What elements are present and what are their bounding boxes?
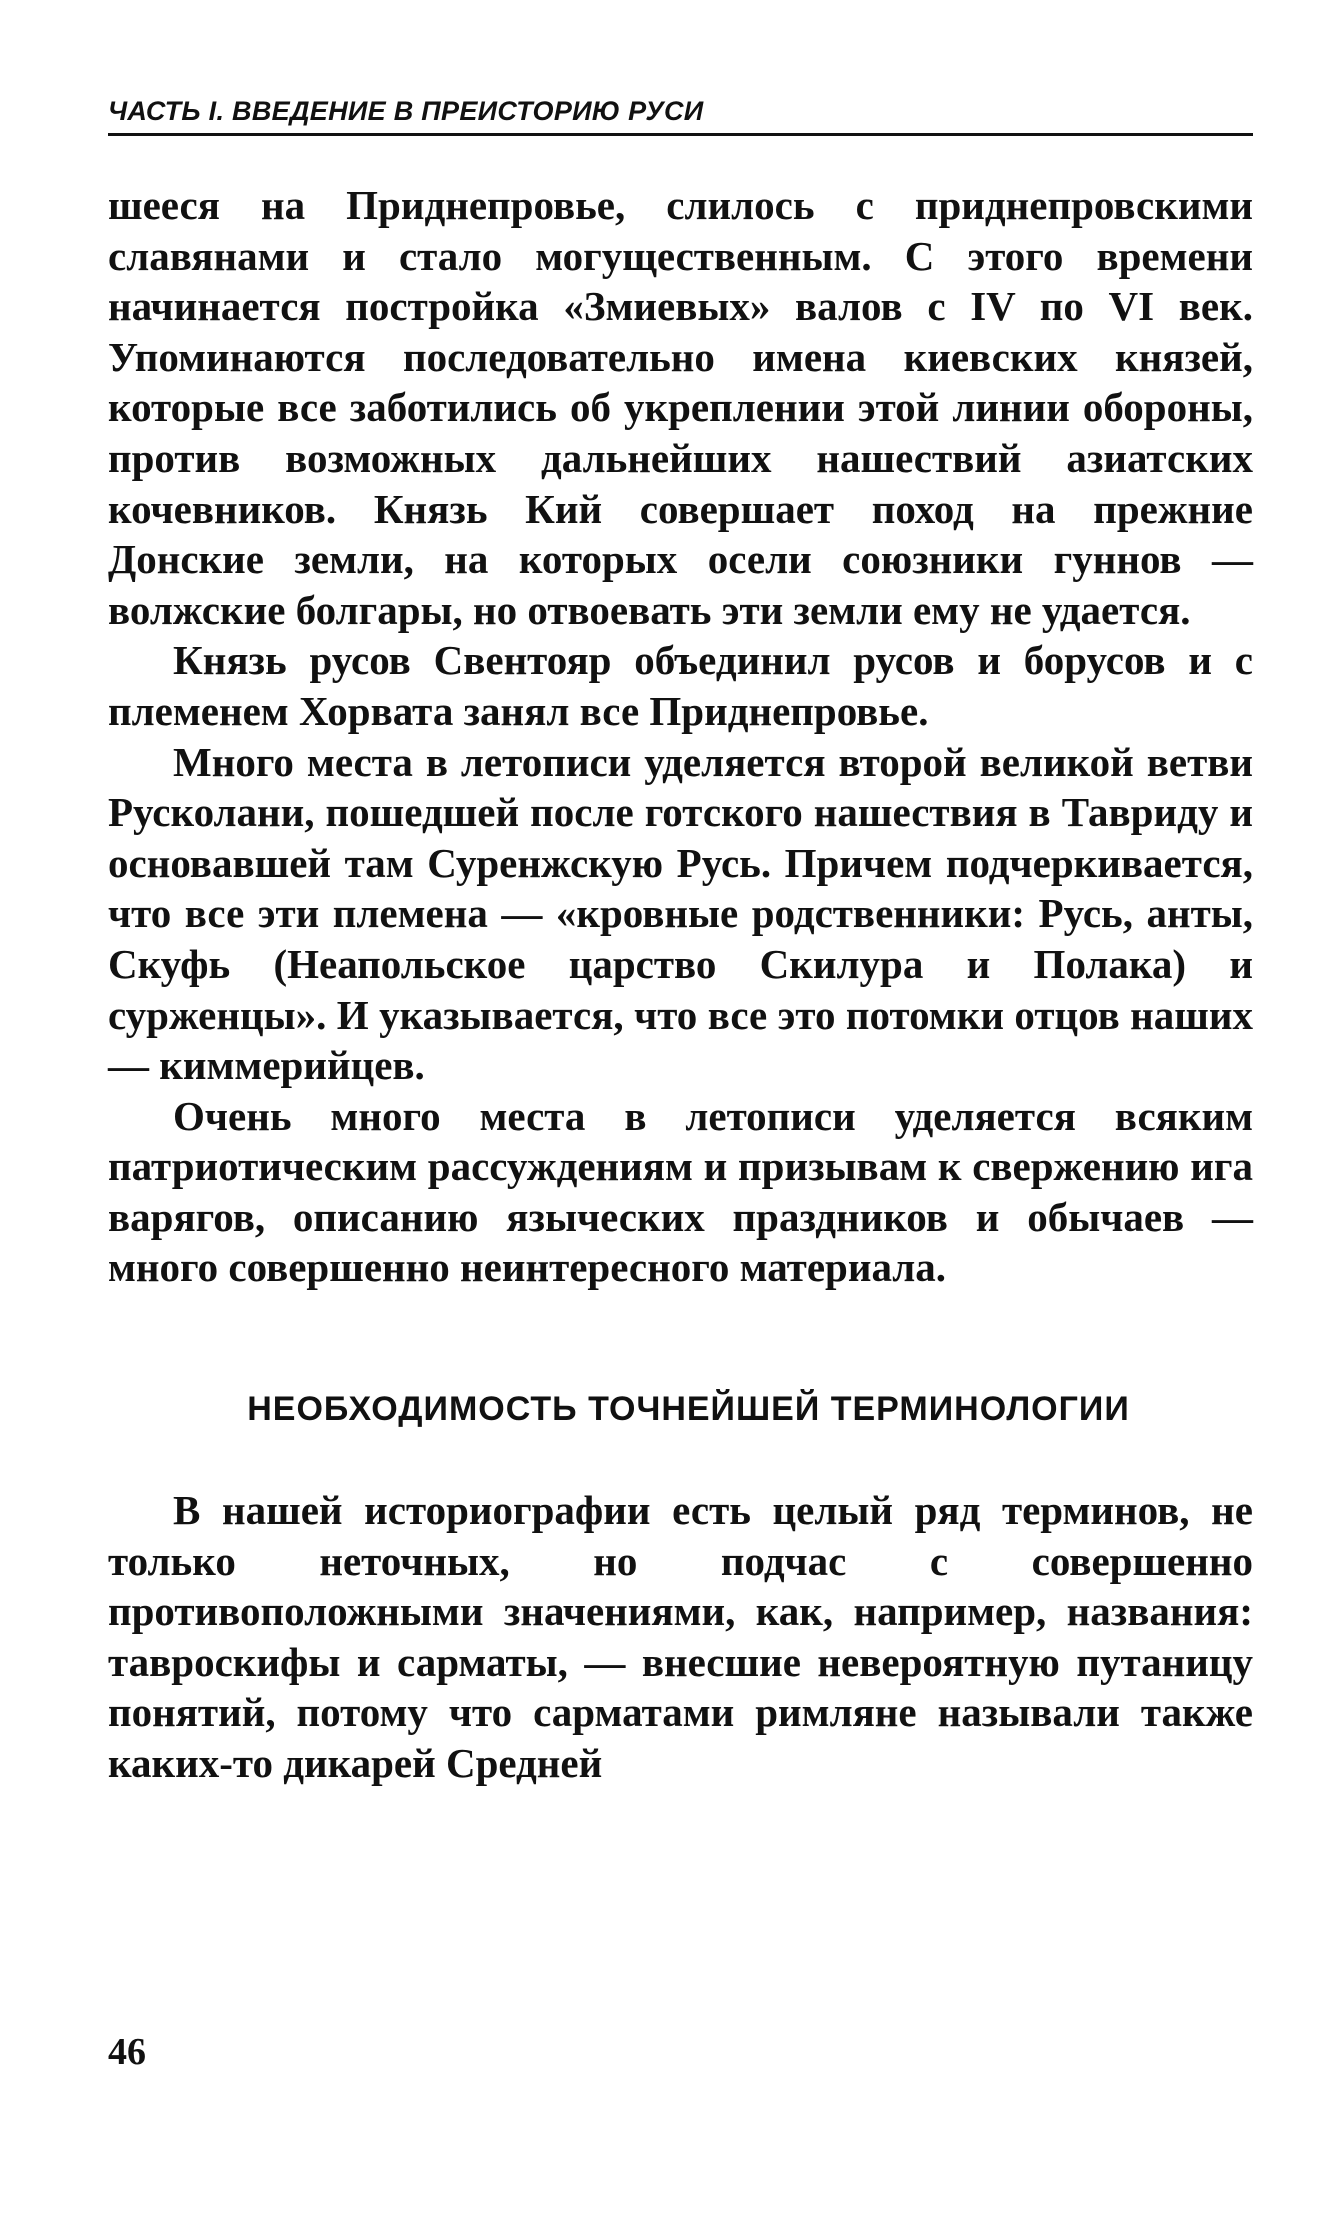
- body-text: [108, 180, 1253, 1293]
- page-number: 46: [108, 2031, 146, 2073]
- section-heading: НЕОБХОДИМОСТЬ ТОЧНЕЙШЕЙ ТЕРМИНОЛОГИИ: [247, 1390, 1130, 1429]
- paragraph-2: Князь русов Свентояр объединил русов и борусов и с племенем Хорвата занял все Приднепровье.: [108, 637, 1253, 734]
- paragraph-3: Много места в летописи уделяется второй великой ветви Русколани, пошедшей после готского нашествия в Тавриду и основавшей там Суренжскую Русь. Причем подчеркивается, что все эти племена — «кровные родственники: Русь, анты, Скуфь (Неапольское царство Скилура и Полака) и сурженцы». И указывается, что все это потомки отцов наших — киммерийцев.: [108, 738, 1253, 1089]
- book-page: [108, 96, 1253, 1789]
- paragraph-1: шееся на Приднепровье, слилось с приднепровскими славянами и стало могущественным. С этого времени начинается постройка «Змиевых» валов с IV по VI век. Упоминаются последовательно имена киевских князей, которые все заботились об укреплении этой линии обороны, против возможных дальнейших нашествий азиатских кочевников. Князь Кий совершает поход на прежние Донские земли, на которых осели союзники гуннов — волжские болгары, но отвоевать эти земли ему не удается.: [108, 182, 1253, 633]
- running-head: ЧАСТЬ I. ВВЕДЕНИЕ В ПРЕИСТОРИЮ РУСИ: [108, 96, 1253, 136]
- paragraph-4: Очень много места в летописи уделяется всяким патриотическим рассуждениям и призывам к свержению ига варягов, описанию языческих праздников и обычаев — много совершенно неинтересного материала.: [108, 1092, 1253, 1291]
- section-paragraph: В нашей историографии есть целый ряд терминов, не только неточных, но подчас с совершенно противоположными значениями, как, например, названия: тавроскифы и сарматы, — внесшие невероятную путаницу понятий, потому что сарматами римляне называли также каких-то дикарей Средней: [108, 1487, 1253, 1787]
